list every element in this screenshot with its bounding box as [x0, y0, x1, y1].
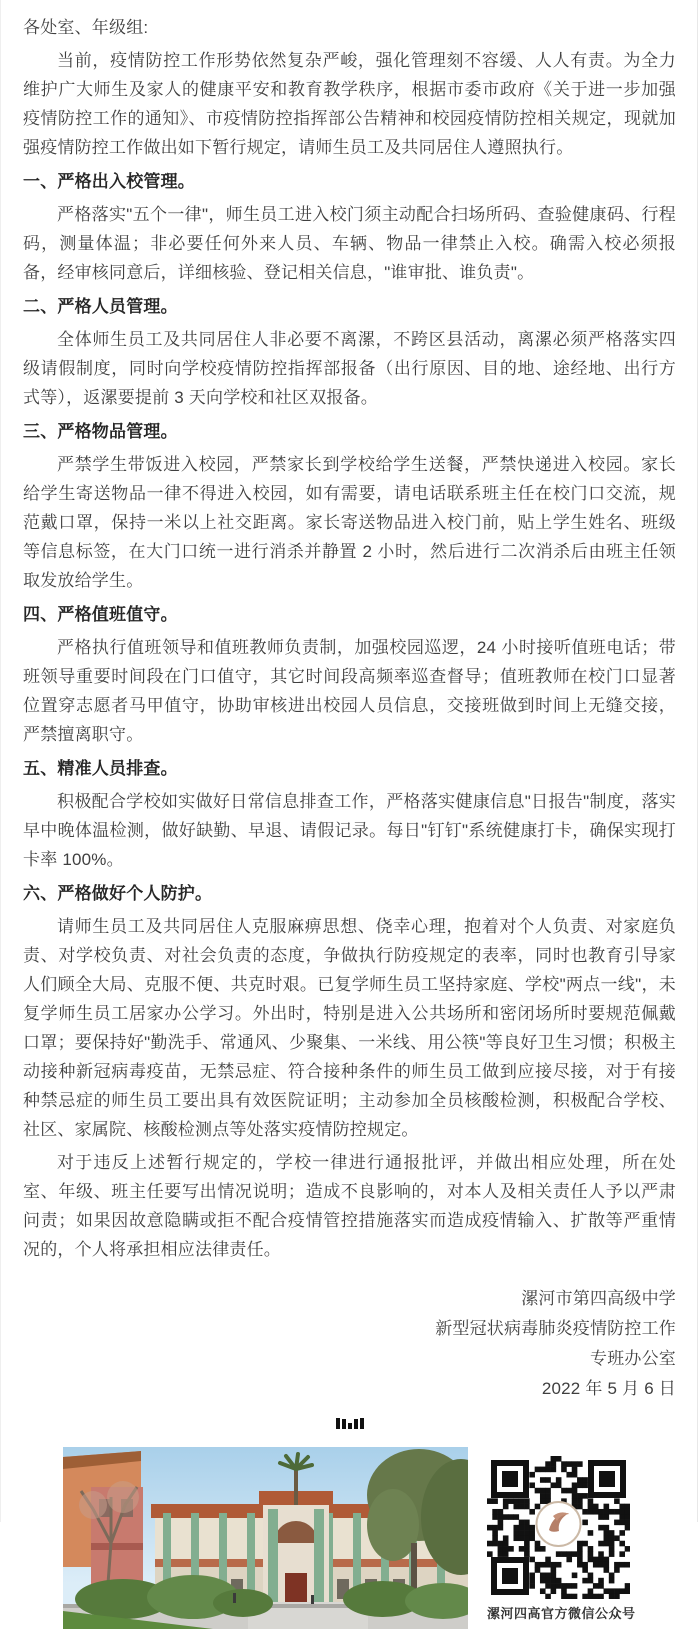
- signature-office-line2: 专班办公室: [590, 1349, 676, 1368]
- campus-photo-image[interactable]: [63, 1447, 468, 1629]
- section-3-heading: 三、严格物品管理。: [23, 422, 178, 441]
- closing-paragraph: 对于违反上述暂行规定的，学校一律进行通报批评，并做出相应处理，所在处室、年级、班主任要写出情况说明；造成不良影响的，对本人及相关责任人予以严肃问责；如果因故意隐瞒或拒不配合疫情管控措施落实而造成疫情输入、扩散等严重情况的，个人将承担相应法律责任。: [23, 1153, 676, 1259]
- section-1-body: 严格落实"五个一律"，师生员工进入校门须主动配合扫场所码、查验健康码、行程码，测量体温；非必要任何外来人员、车辆、物品一律禁止入校。确需入校必须报备，经审核同意后，详细核验、登记相关信息，"谁审批、谁负责"。: [23, 205, 676, 282]
- wechat-qr-code[interactable]: [487, 1456, 630, 1599]
- signature-office-line1: 新型冠状病毒肺炎疫情防控工作: [435, 1319, 676, 1338]
- section-6-heading: 六、严格做好个人防护。: [23, 884, 213, 903]
- notice-document: [23, 13, 676, 1404]
- section-5-body: 积极配合学校如实做好日常信息排查工作，严格落实健康信息"日报告"制度，落实早中晚体温检测，做好缺勤、早退、请假记录。每日"钉钉"系统健康打卡，确保实现打卡率 100%。: [23, 792, 676, 869]
- signature-date: 2022 年 5 月 6 日: [541, 1379, 676, 1398]
- section-2-heading: 二、严格人员管理。: [23, 297, 178, 316]
- signature-school: 漯河市第四高级中学: [521, 1289, 676, 1308]
- section-6-body: 请师生员工及共同居住人克服麻痹思想、侥幸心理，抱着对个人负责、对家庭负责、对学校负责、对社会负责的态度，争做执行防疫规定的表率，同时也教育引导家人们顾全大局、克服不便、共克时艰。已复学师生员工坚持家庭、学校"两点一线"，未复学师生员工居家办公学习。外出时，特别是进入公共场所和密闭场所时要规范佩戴口罩；要保持好"勤洗手、常通风、少聚集、一米线、用公筷"等良好卫生习惯；积极主动接种新冠病毒疫苗，无禁忌症、符合接种条件的师生员工做到应接尽接，对于有接种禁忌症的师生员工要出具有效医院证明；主动参加全员核酸检测，积极配合学校、社区、家属院、核酸检测点等处落实疫情防控规定。: [23, 917, 676, 1139]
- intro-paragraph: 当前，疫情防控工作形势依然复杂严峻，强化管理刻不容缓、人人有责。为全力维护广大师生及家人的健康平安和教育教学秩序，根据市委市政府《关于进一步加强疫情防控工作的通知》、市疫情防控指挥部公告精神和校园疫情防控相关规定，现就加强疫情防控工作做出如下暂行规定，请师生员工及共同居住人遵照执行。: [23, 51, 676, 157]
- salutation: 各处室、年级组:: [23, 18, 149, 37]
- divider-bars-icon: [23, 1417, 676, 1429]
- section-2-body: 全体师生员工及共同居住人非必要不离漯，不跨区县活动，离漯必须严格落实四级请假制度，同时向学校疫情防控指挥部报备（出行原因、目的地、途经地、出行方式等），返漯要提前 3 天向学校和社区双报备。: [23, 330, 676, 407]
- qr-caption: 漯河四高官方微信公众号: [487, 1606, 636, 1621]
- section-3-body: 严禁学生带饭进入校园，严禁家长到学校给学生送餐，严禁快递进入校园。家长给学生寄送物品一律不得进入校园，如有需要，请电话联系班主任在校门口交流，规范戴口罩，保持一米以上社交距离。家长寄送物品进入校门前，贴上学生姓名、班级等信息标签，在大门口统一进行消杀并静置 2 小时，然后进行二次消杀后由班主任领取发放给学生。: [23, 455, 676, 590]
- section-1-heading: 一、严格出入校管理。: [23, 172, 195, 191]
- section-4-body: 严格执行值班领导和值班教师负责制，加强校园巡逻，24 小时接听值班电话；带班领导重要时间段在门口值守，其它时间段高频率巡查督导；值班教师在校门口显著位置穿志愿者马甲值守，协助审核进出校园人员信息，交接班做到时间上无缝交接，严禁擅离职守。: [23, 638, 676, 744]
- section-4-heading: 四、严格值班值守。: [23, 605, 178, 624]
- section-5-heading: 五、精准人员排查。: [23, 759, 178, 778]
- qr-block: [487, 1456, 636, 1622]
- signature-block: [23, 1284, 676, 1404]
- footer-media-row: [63, 1447, 676, 1629]
